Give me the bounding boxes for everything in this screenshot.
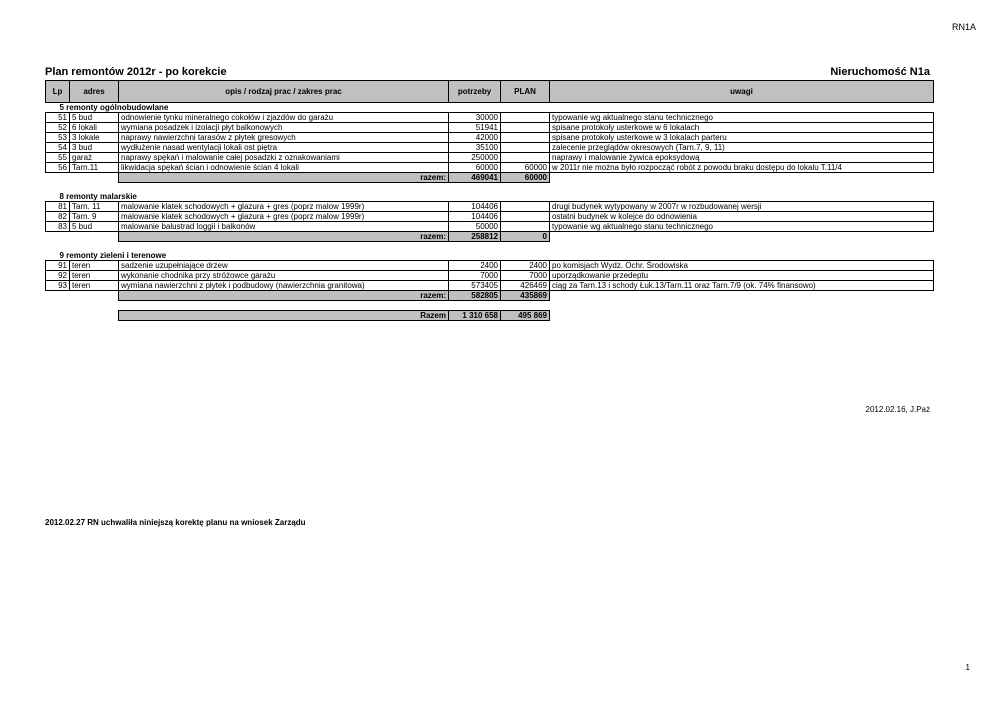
repair-plan-table: [45, 103, 934, 321]
section-spacer: [46, 183, 934, 193]
cell-uwagi: ostatni budynek w kolejce do odnowienia: [550, 212, 934, 222]
empty-cell: [46, 232, 70, 242]
subtotal-label: razem:: [119, 291, 449, 301]
section-spacer: [46, 301, 934, 311]
empty-cell: [70, 232, 119, 242]
cell-adres: teren: [70, 261, 119, 271]
cell-plan: [501, 222, 550, 232]
resolution-note: 2012.02.27 RN uchwaliła niniejszą korektę planu na wniosek Zarządu: [45, 518, 306, 527]
grand-total-potrzeby: 1 310 658: [449, 311, 501, 321]
empty-cell: [550, 173, 934, 183]
section-subtotal-row: [46, 232, 934, 242]
cell-adres: Tarn.11: [70, 163, 119, 173]
cell-potrzeby: 35100: [449, 143, 501, 153]
cell-plan: 60000: [501, 163, 550, 173]
cell-lp: 83: [46, 222, 70, 232]
cell-opis: likwidacja spękań ścian i odnowienie ścian 4 lokali: [119, 163, 449, 173]
cell-potrzeby: 573405: [449, 281, 501, 291]
cell-opis: odnowienie tynku mineralnego cokołów i zjazdów do garażu: [119, 113, 449, 123]
cell-uwagi: typowanie wg aktualnego stanu technicznego: [550, 222, 934, 232]
section-heading: 9 remonty zieleni i terenowe: [59, 251, 167, 260]
column-header-adres: adres: [70, 81, 119, 103]
cell-lp: 53: [46, 133, 70, 143]
cell-potrzeby: 250000: [449, 153, 501, 163]
cell-uwagi: drugi budynek wytypowany w 2007r w rozbudowanej wersji: [550, 202, 934, 212]
cell-plan: [501, 212, 550, 222]
empty-cell: [70, 173, 119, 183]
table-row: [46, 202, 934, 212]
cell-adres: teren: [70, 281, 119, 291]
cell-lp: 82: [46, 212, 70, 222]
column-header-opis: opis / rodzaj prac / zakres prac: [119, 81, 449, 103]
section-spacer: [46, 242, 934, 252]
section-heading: 8 remonty malarskie: [59, 192, 137, 201]
section-subtotal-row: [46, 291, 934, 301]
cell-uwagi: w 2011r nie można było rozpocząć robót z powodu braku dostępu do lokalu T.11/4: [550, 163, 934, 173]
cell-opis: naprawy spękań i malowanie całej posadzki z oznakowaniami: [119, 153, 449, 163]
column-header-lp: Lp: [46, 81, 70, 103]
cell-plan: 7000: [501, 271, 550, 281]
table-row: [46, 281, 934, 291]
subtotal-potrzeby: 258812: [449, 232, 501, 242]
subtotal-plan: 60000: [501, 173, 550, 183]
section-heading: 5 remonty ogólnobudowlane: [59, 103, 169, 112]
table-row: [46, 271, 934, 281]
column-header-uwagi: uwagi: [550, 81, 934, 103]
cell-plan: 426469: [501, 281, 550, 291]
table-row: [46, 212, 934, 222]
subtotal-plan: 435869: [501, 291, 550, 301]
subtotal-potrzeby: 582805: [449, 291, 501, 301]
cell-plan: 2400: [501, 261, 550, 271]
empty-cell: [550, 291, 934, 301]
cell-plan: [501, 202, 550, 212]
empty-cell: [46, 291, 70, 301]
section-heading-row: [46, 192, 934, 202]
column-header-plan: PLAN: [501, 81, 550, 103]
table-row: [46, 261, 934, 271]
empty-cell: [46, 173, 70, 183]
empty-cell: [550, 232, 934, 242]
cell-potrzeby: 104406: [449, 212, 501, 222]
cell-uwagi: spisane protokoły usterkowe w 3 lokalach parteru: [550, 133, 934, 143]
grand-total-label: Razem: [119, 311, 449, 321]
page-title: Plan remontów 2012r - po korekcie: [45, 66, 227, 78]
spacer-cell: [46, 183, 934, 193]
cell-lp: 81: [46, 202, 70, 212]
spacer-cell: [46, 242, 934, 252]
table-row: [46, 163, 934, 173]
table-header: [45, 80, 934, 103]
table-row: [46, 133, 934, 143]
cell-uwagi: po komisjach Wydz. Ochr. Środowiska: [550, 261, 934, 271]
cell-lp: 56: [46, 163, 70, 173]
signature-date: 2012.02.16, J.Paż: [865, 405, 930, 414]
cell-adres: 6 lokali: [70, 123, 119, 133]
cell-uwagi: naprawy i malowanie żywica epoksydową: [550, 153, 934, 163]
spacer-cell: [46, 301, 934, 311]
table-body: [46, 103, 934, 321]
empty-cell: [46, 311, 70, 321]
cell-potrzeby: 60000: [449, 163, 501, 173]
subtotal-label: razem:: [119, 173, 449, 183]
cell-opis: wykonanie chodnika przy stróżowce garażu: [119, 271, 449, 281]
table-row: [46, 113, 934, 123]
section-heading-row: [46, 251, 934, 261]
cell-lp: 55: [46, 153, 70, 163]
grand-total-plan: 495 869: [501, 311, 550, 321]
cell-adres: garaż: [70, 153, 119, 163]
property-name: Nieruchomość N1a: [830, 66, 930, 78]
cell-potrzeby: 51941: [449, 123, 501, 133]
section-heading-row: [46, 103, 934, 113]
cell-potrzeby: 2400: [449, 261, 501, 271]
cell-plan: [501, 153, 550, 163]
section-subtotal-row: [46, 173, 934, 183]
cell-potrzeby: 50000: [449, 222, 501, 232]
page-number: 1: [965, 663, 970, 672]
cell-lp: 93: [46, 281, 70, 291]
cell-uwagi: uporządkowanie przedeptu: [550, 271, 934, 281]
cell-potrzeby: 30000: [449, 113, 501, 123]
cell-potrzeby: 7000: [449, 271, 501, 281]
subtotal-plan: 0: [501, 232, 550, 242]
cell-lp: 92: [46, 271, 70, 281]
cell-opis: malowanie balustrad loggii i balkonów: [119, 222, 449, 232]
cell-plan: [501, 143, 550, 153]
cell-uwagi: ciąg za Tarn.13 i schody Łuk.13/Tarn.11 oraz Tarn.7/9 (ok. 74% finansowo): [550, 281, 934, 291]
cell-potrzeby: 42000: [449, 133, 501, 143]
cell-adres: Tarn. 11: [70, 202, 119, 212]
cell-lp: 52: [46, 123, 70, 133]
cell-opis: sadzenie uzupełniające drzew: [119, 261, 449, 271]
cell-opis: malowanie klatek schodowych + glazura + gres (poprz malow 1999r): [119, 202, 449, 212]
cell-plan: [501, 123, 550, 133]
cell-uwagi: spisane protokoły usterkowe w 6 lokalach: [550, 123, 934, 133]
table-row: [46, 222, 934, 232]
cell-uwagi: zalecenie przeglądów okresowych (Tarn.7, 9, 11): [550, 143, 934, 153]
cell-adres: 3 bud: [70, 143, 119, 153]
cell-potrzeby: 104406: [449, 202, 501, 212]
cell-uwagi: typowanie wg aktualnego stanu technicznego: [550, 113, 934, 123]
document-code: RN1A: [951, 22, 976, 32]
cell-lp: 51: [46, 113, 70, 123]
subtotal-potrzeby: 469041: [449, 173, 501, 183]
empty-cell: [70, 291, 119, 301]
cell-lp: 54: [46, 143, 70, 153]
table-row: [46, 153, 934, 163]
empty-cell: [70, 311, 119, 321]
cell-adres: 5 bud: [70, 113, 119, 123]
column-header-potrzeby: potrzeby: [449, 81, 501, 103]
empty-cell: [550, 311, 934, 321]
cell-opis: naprawy nawierzchni tarasów z płytek gresowych: [119, 133, 449, 143]
cell-plan: [501, 133, 550, 143]
cell-adres: 5 bud: [70, 222, 119, 232]
cell-lp: 91: [46, 261, 70, 271]
cell-opis: wydłużenie nasad wentylacji lokali ost piętra: [119, 143, 449, 153]
table-row: [46, 143, 934, 153]
cell-opis: wymiana posadzek i izolacji płyt balkonowych: [119, 123, 449, 133]
table-row: [46, 123, 934, 133]
cell-adres: teren: [70, 271, 119, 281]
subtotal-label: razem:: [119, 232, 449, 242]
grand-total-row: [46, 311, 934, 321]
cell-adres: Tarn. 9: [70, 212, 119, 222]
cell-opis: wymiana nawierzchni z płytek i podbudowy (nawierzchnia granitowa): [119, 281, 449, 291]
cell-plan: [501, 113, 550, 123]
cell-opis: malowanie klatek schodowych + glazura + gres (poprz malow 1999r): [119, 212, 449, 222]
cell-adres: 3 lokale: [70, 133, 119, 143]
